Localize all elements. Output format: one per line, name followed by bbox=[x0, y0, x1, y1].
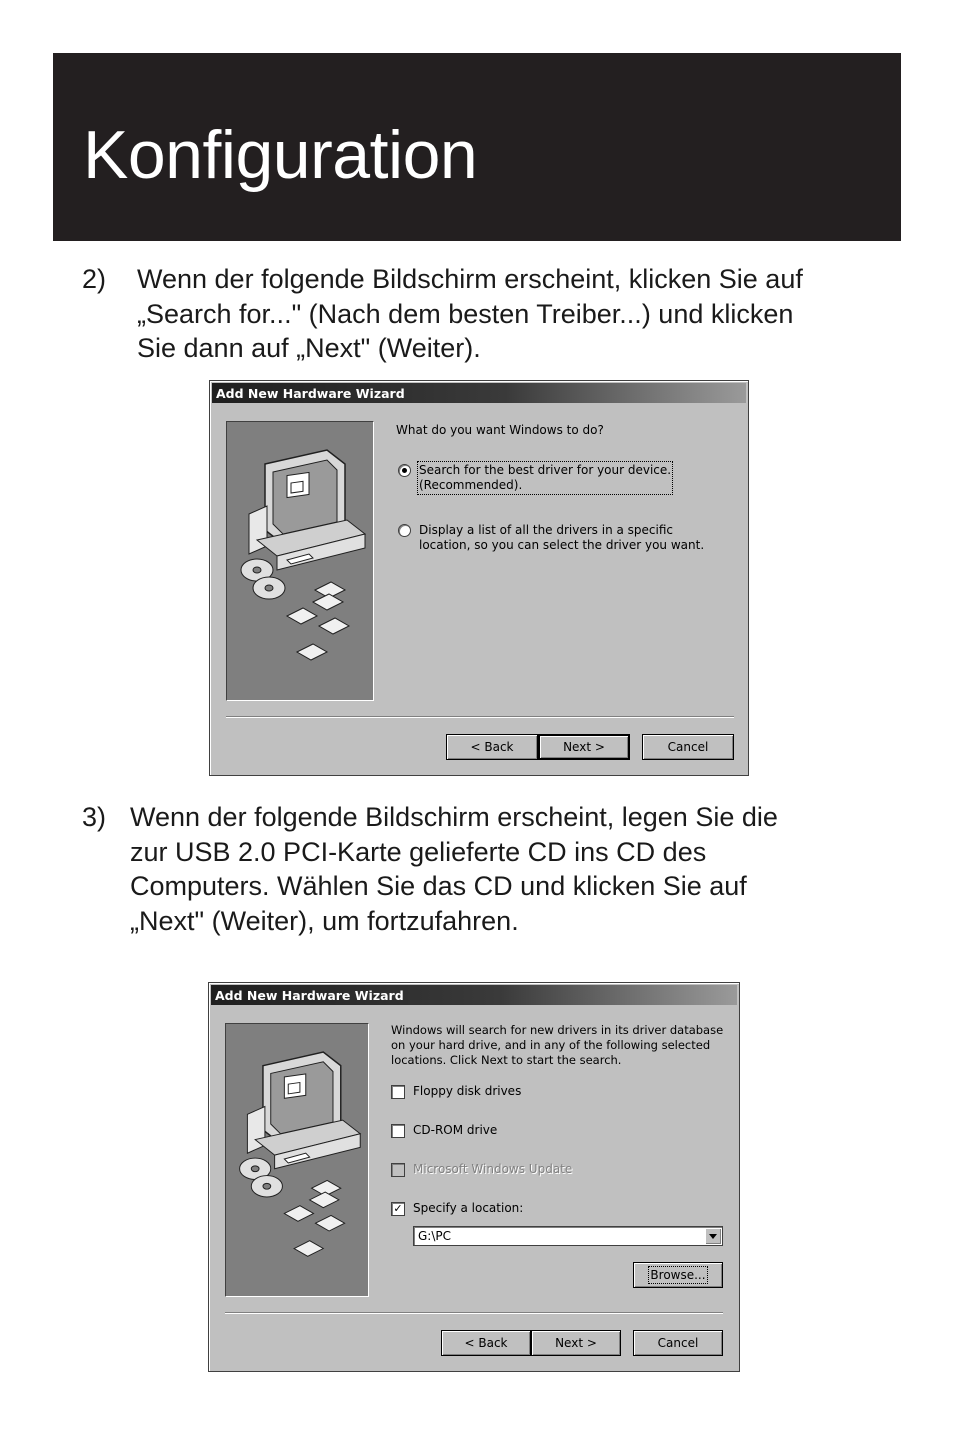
browse-label: Browse... bbox=[650, 1268, 706, 1282]
option-search-best-driver[interactable] bbox=[398, 463, 671, 493]
browse-button[interactable] bbox=[633, 1262, 723, 1288]
checkbox-label: Floppy disk drives bbox=[413, 1084, 522, 1098]
checkmark-icon[interactable]: ✓ bbox=[391, 1202, 405, 1216]
wizard-prompt: What do you want Windows to do? bbox=[396, 423, 604, 437]
step-3 bbox=[82, 800, 882, 938]
option-display-driver-list[interactable] bbox=[398, 523, 704, 553]
checkbox-box[interactable] bbox=[391, 1085, 405, 1099]
checkbox-label: Specify a location: bbox=[413, 1201, 524, 1215]
dialog-titlebar[interactable] bbox=[212, 383, 746, 403]
page-title: Konfiguration bbox=[83, 117, 478, 193]
step-number: 2) bbox=[82, 264, 107, 294]
checkbox-box bbox=[391, 1163, 405, 1177]
wizard-prompt: Windows will search for new drivers in its driver database on your hard drive, and in any of the following selected locations. Click Next to start the search. bbox=[391, 1023, 724, 1067]
checkbox-label: CD-ROM drive bbox=[413, 1123, 498, 1137]
wizard-dialog-1 bbox=[209, 380, 749, 776]
location-combobox[interactable] bbox=[413, 1226, 723, 1246]
next-button[interactable]: Next > bbox=[538, 734, 630, 760]
cancel-button[interactable]: Cancel bbox=[633, 1330, 723, 1356]
step-text: Wenn der folgende Bildschirm erscheint, klicken Sie auf „Search for..." (Nach dem besten Treiber...) und klicken Sie dann auf „Next" (Weiter). bbox=[137, 264, 803, 363]
chevron-down-icon[interactable] bbox=[705, 1228, 721, 1244]
step-number: 3) bbox=[82, 802, 107, 832]
back-button[interactable]: < Back bbox=[441, 1330, 531, 1356]
dialog-separator bbox=[225, 1312, 723, 1314]
computer-and-disks-icon bbox=[227, 422, 373, 700]
option-label: Search for the best driver for your device. (Recommended). bbox=[419, 463, 672, 492]
wizard-illustration bbox=[226, 421, 374, 701]
location-value: G:\PC bbox=[418, 1229, 451, 1243]
checkbox-specify-location[interactable] bbox=[391, 1201, 523, 1216]
back-button[interactable]: < Back bbox=[446, 734, 538, 760]
header-band bbox=[53, 53, 901, 241]
checkbox-floppy-disk-drives[interactable] bbox=[391, 1084, 521, 1099]
checkbox-box[interactable] bbox=[391, 1124, 405, 1138]
wizard-dialog-2 bbox=[208, 982, 740, 1372]
dialog-titlebar[interactable] bbox=[211, 985, 737, 1005]
wizard-illustration bbox=[225, 1023, 369, 1297]
option-label: Display a list of all the drivers in a specific location, so you can select the driver you want. bbox=[419, 523, 705, 552]
next-button[interactable]: Next > bbox=[531, 1330, 621, 1356]
radio-button[interactable] bbox=[398, 524, 411, 537]
checkbox-windows-update bbox=[391, 1162, 572, 1177]
radio-button-selected[interactable] bbox=[398, 464, 411, 477]
step-text: Wenn der folgende Bildschirm erscheint, legen Sie die zur USB 2.0 PCI-Karte gelieferte CD ins CD des Computers. Wählen Sie das CD und klicken Sie auf „Next" (Weiter), um fortzufahren. bbox=[130, 802, 778, 936]
checkbox-cd-rom-drive[interactable] bbox=[391, 1123, 497, 1138]
dialog-title: Add New Hardware Wizard bbox=[215, 988, 404, 1003]
step-2 bbox=[82, 262, 882, 366]
dialog-title: Add New Hardware Wizard bbox=[216, 386, 405, 401]
cancel-button[interactable]: Cancel bbox=[642, 734, 734, 760]
computer-and-disks-icon bbox=[226, 1024, 368, 1296]
dialog-separator bbox=[226, 716, 734, 718]
checkbox-label: Microsoft Windows Update bbox=[413, 1162, 573, 1176]
